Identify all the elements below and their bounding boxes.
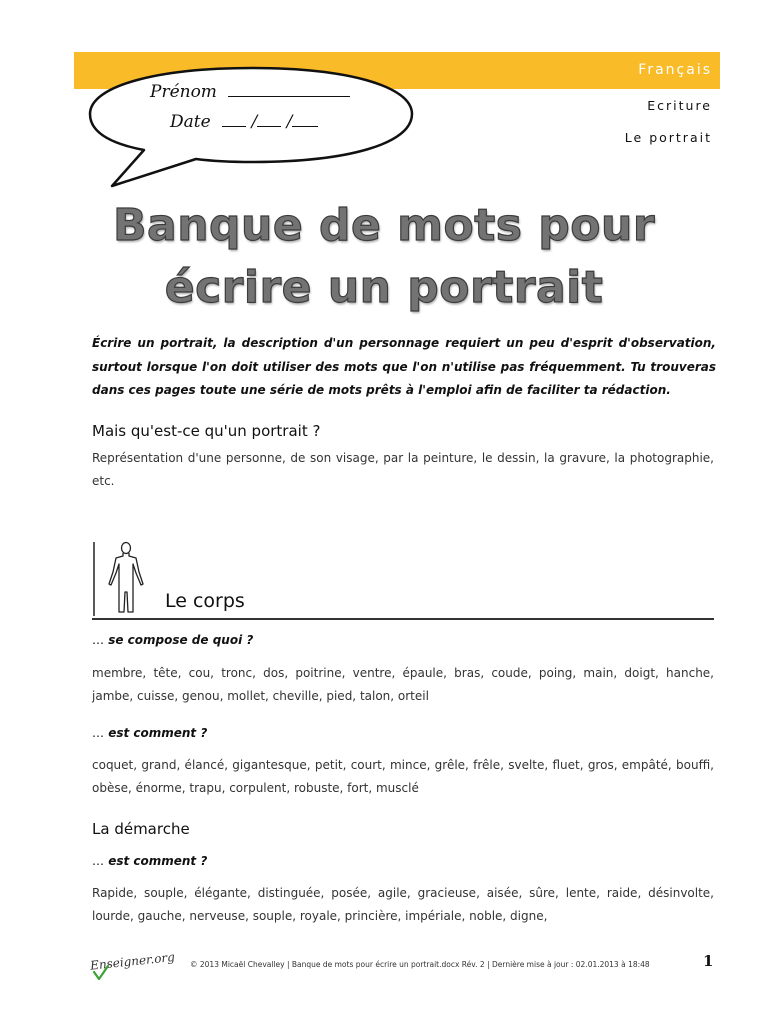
portrait-definition: Représentation d'une personne, de son visage, par la peinture, le dessin, la gravure, la photographie, etc.: [92, 451, 714, 488]
footer-text: © 2013 Micaël Chevalley | Banque de mots pour écrire un portrait.docx Rév. 2 | Dernière mise à jour : 02.01.2013 à 18:48: [190, 960, 650, 969]
date-label: Date: [170, 112, 211, 132]
corps-question-2-text: est comment ?: [108, 726, 208, 740]
firstname-label: Prénom: [150, 82, 217, 102]
date-month-line: [257, 112, 281, 127]
date-year-line: [292, 112, 318, 127]
demarche-answer-1: Rapide, souple, élégante, distinguée, posée, agile, gracieuse, aisée, sûre, lente, raide, désinvolte, lourde, gauche, nerveuse, souple, royale, princière, impériale, noble, digne,: [92, 886, 714, 923]
corps-question-2: [92, 726, 207, 740]
category-label: Ecriture: [647, 98, 712, 113]
title-line-1: Banque de mots pour: [112, 200, 656, 251]
page-number: 1: [703, 952, 714, 970]
ellipsis: …: [92, 633, 104, 647]
ellipsis: …: [92, 854, 104, 868]
svg-text:Enseigner.org: Enseigner.org: [89, 949, 176, 973]
corps-heading: Le corps: [165, 590, 245, 612]
firstname-line: [228, 82, 350, 97]
firstname-field[interactable]: [150, 82, 350, 102]
portrait-heading: Mais qu'est-ce qu'un portrait ?: [92, 422, 321, 440]
topic-label: Le portrait: [624, 130, 712, 145]
demarche-question-1-text: est comment ?: [108, 854, 208, 868]
body-figure-icon: [92, 540, 154, 618]
date-sep-2: /: [286, 112, 293, 132]
corps-question-1-text: se compose de quoi ?: [108, 633, 254, 647]
corps-question-1: [92, 633, 253, 647]
ellipsis: …: [92, 726, 104, 740]
demarche-heading: La démarche: [92, 820, 190, 838]
corps-answer-2: coquet, grand, élancé, gigantesque, petit, court, mince, grêle, frêle, svelte, fluet, gros, empâté, bouffi, obèse, énorme, trapu, corpulent, robuste, fort, musclé: [92, 758, 714, 795]
section-divider: [92, 618, 714, 620]
demarche-question-1: [92, 854, 207, 868]
title-line-2: écrire un portrait: [164, 262, 604, 313]
date-field[interactable]: [170, 112, 318, 132]
corps-answer-1: membre, tête, cou, tronc, dos, poitrine, ventre, épaule, bras, coude, poing, main, doigt, hanche, jambe, cuisse, genou, mollet, cheville, pied, talon, orteil: [92, 666, 714, 703]
subject-label: Français: [638, 62, 712, 78]
date-day-line: [222, 112, 246, 127]
enseigner-logo[interactable]: [86, 948, 182, 982]
intro-paragraph: Écrire un portrait, la description d'un personnage requiert un peu d'esprit d'observation, surtout lorsque l'on doit utiliser des mots que l'on n'utilise pas fréquemment. Tu trouveras dans ces pages toute une série de mots prêts à l'emploi afin de faciliter ta rédaction.: [92, 336, 716, 397]
date-sep-1: /: [251, 112, 258, 132]
